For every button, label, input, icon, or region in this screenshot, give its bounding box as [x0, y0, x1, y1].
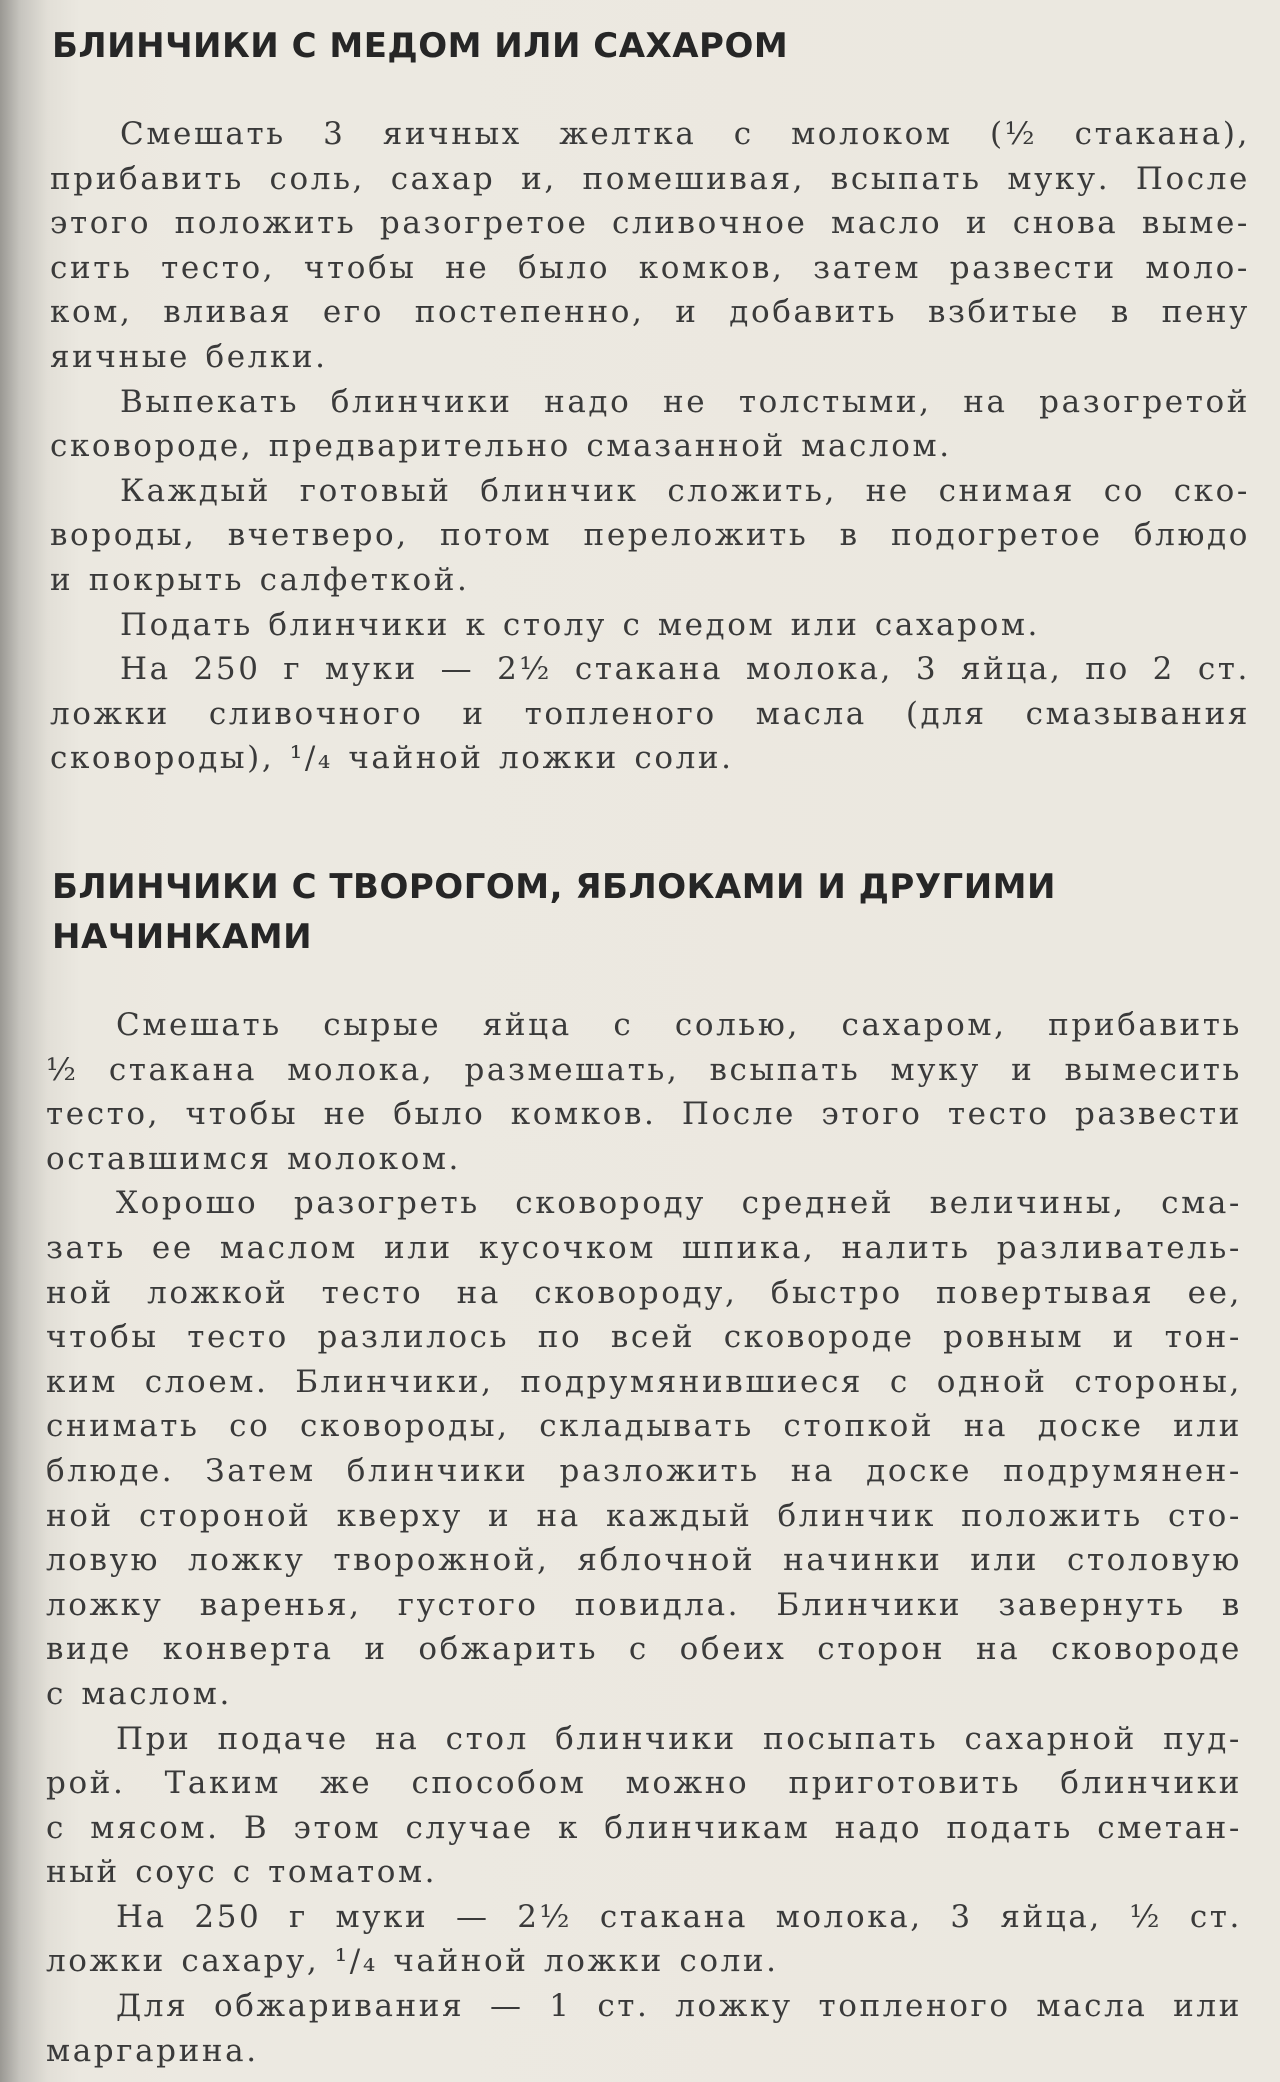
text-line: Подать блинчики к столу с медом или сахаром.	[120, 606, 1041, 643]
text-line: Каждый готовый блинчик сложить, не снимая со ско-	[120, 472, 1250, 509]
text-line: маргарина.	[46, 2032, 259, 2069]
text-line: Хорошо разогреть сковороду средней величины, сма-	[116, 1185, 1242, 1222]
section-2-title	[52, 862, 1056, 962]
text-line: Смешать сырые яйца с солью, сахаром, прибавить	[116, 1007, 1242, 1043]
text-line: вороды, вчетверо, потом переложить в подогретое блюдо	[50, 517, 1250, 554]
text-line: яичные белки.	[50, 338, 328, 375]
text-line: ложки сахару, ¹/₄ чайной ложки соли.	[46, 1943, 779, 1980]
text-line: прибавить соль, сахар и, помешивая, всыпать муку. После	[50, 160, 1250, 197]
section-2-title-line: БЛИНЧИКИ С ТВОРОГОМ, ЯБЛОКАМИ И ДРУГИМИ	[52, 867, 1056, 907]
section-2-paragraph-1	[46, 1003, 1242, 1181]
section-1-paragraph-1	[50, 112, 1250, 380]
text-line: зать ее маслом или кусочком шпика, налить разливатель-	[46, 1229, 1242, 1266]
text-line: ной стороной кверху и на каждый блинчик положить сто-	[46, 1497, 1242, 1534]
text-line: оставшимся молоком.	[46, 1140, 462, 1177]
text-line: ный соус с томатом.	[46, 1854, 438, 1891]
text-line: При подаче на стол блинчики посыпать сахарной пуд-	[116, 1720, 1242, 1757]
text-line: ½ стакана молока, размешать, всыпать муку и вымесить	[46, 1051, 1242, 1088]
section-2-paragraph-5	[46, 1984, 1242, 2073]
section-1-paragraph-5	[50, 647, 1250, 781]
text-line: тесто, чтобы не было комков. После этого тесто развести	[46, 1096, 1242, 1133]
section-2-title-line: НАЧИНКАМИ	[52, 917, 313, 957]
text-line: На 250 г муки — 2½ стакана молока, 3 яйца, ½ ст.	[116, 1898, 1242, 1935]
text-line: На 250 г муки — 2½ стакана молока, 3 яйца, по 2 ст.	[120, 651, 1250, 688]
section-1-paragraph-3	[50, 469, 1250, 603]
text-line: ловую ложку творожной, яблочной начинки или столовую	[46, 1542, 1242, 1579]
text-line: сковороды), ¹/₄ чайной ложки соли.	[50, 740, 734, 777]
text-line: ложки сливочного и топленого масла (для смазывания	[50, 695, 1250, 732]
text-line: снимать со сковороды, складывать стопкой на доске или	[46, 1408, 1242, 1445]
text-line: ной ложкой тесто на сковороду, быстро повертывая ее,	[46, 1274, 1242, 1311]
text-line: этого положить разогретое сливочное масло и снова выме-	[50, 205, 1250, 242]
section-1-body	[50, 112, 1250, 781]
section-2-paragraph-4	[46, 1895, 1242, 1984]
text-line: блюде. Затем блинчики разложить на доске подрумянен-	[46, 1452, 1242, 1489]
section-2-paragraph-2	[46, 1181, 1242, 1716]
text-line: Выпекать блинчики надо не толстыми, на разогретой	[120, 383, 1250, 420]
text-line: чтобы тесто разлилось по всей сковороде ровным и тон-	[46, 1319, 1242, 1356]
text-line: ком, вливая его постепенно, и добавить взбитые в пену	[50, 294, 1250, 331]
section-1-title: БЛИНЧИКИ С МЕДОМ ИЛИ САХАРОМ	[52, 26, 789, 66]
text-line: с мясом. В этом случае к блинчикам надо подать сметан-	[46, 1809, 1242, 1846]
text-line: рой. Таким же способом можно приготовить блинчики	[46, 1765, 1242, 1802]
text-line: ложку варенья, густого повидла. Блинчики завернуть в	[46, 1586, 1242, 1623]
section-2-body	[46, 1003, 1242, 2073]
text-line: с маслом.	[46, 1675, 232, 1712]
text-line: виде конверта и обжарить с обеих сторон на сковороде	[46, 1631, 1242, 1668]
text-line: сковороде, предварительно смазанной маслом.	[50, 428, 952, 465]
text-line: Для обжаривания — 1 ст. ложку топленого масла или	[116, 1988, 1242, 2025]
section-1-paragraph-2	[50, 380, 1250, 469]
section-1-paragraph-4	[50, 603, 1250, 648]
text-line: ким слоем. Блинчики, подрумянившиеся с одной стороны,	[46, 1363, 1242, 1400]
text-line: и покрыть салфеткой.	[50, 561, 470, 598]
text-line: Смешать 3 яичных желтка с молоком (½ стакана),	[120, 116, 1250, 152]
text-line: сить тесто, чтобы не было комков, затем развести моло-	[50, 249, 1250, 286]
section-2-paragraph-3	[46, 1717, 1242, 1895]
